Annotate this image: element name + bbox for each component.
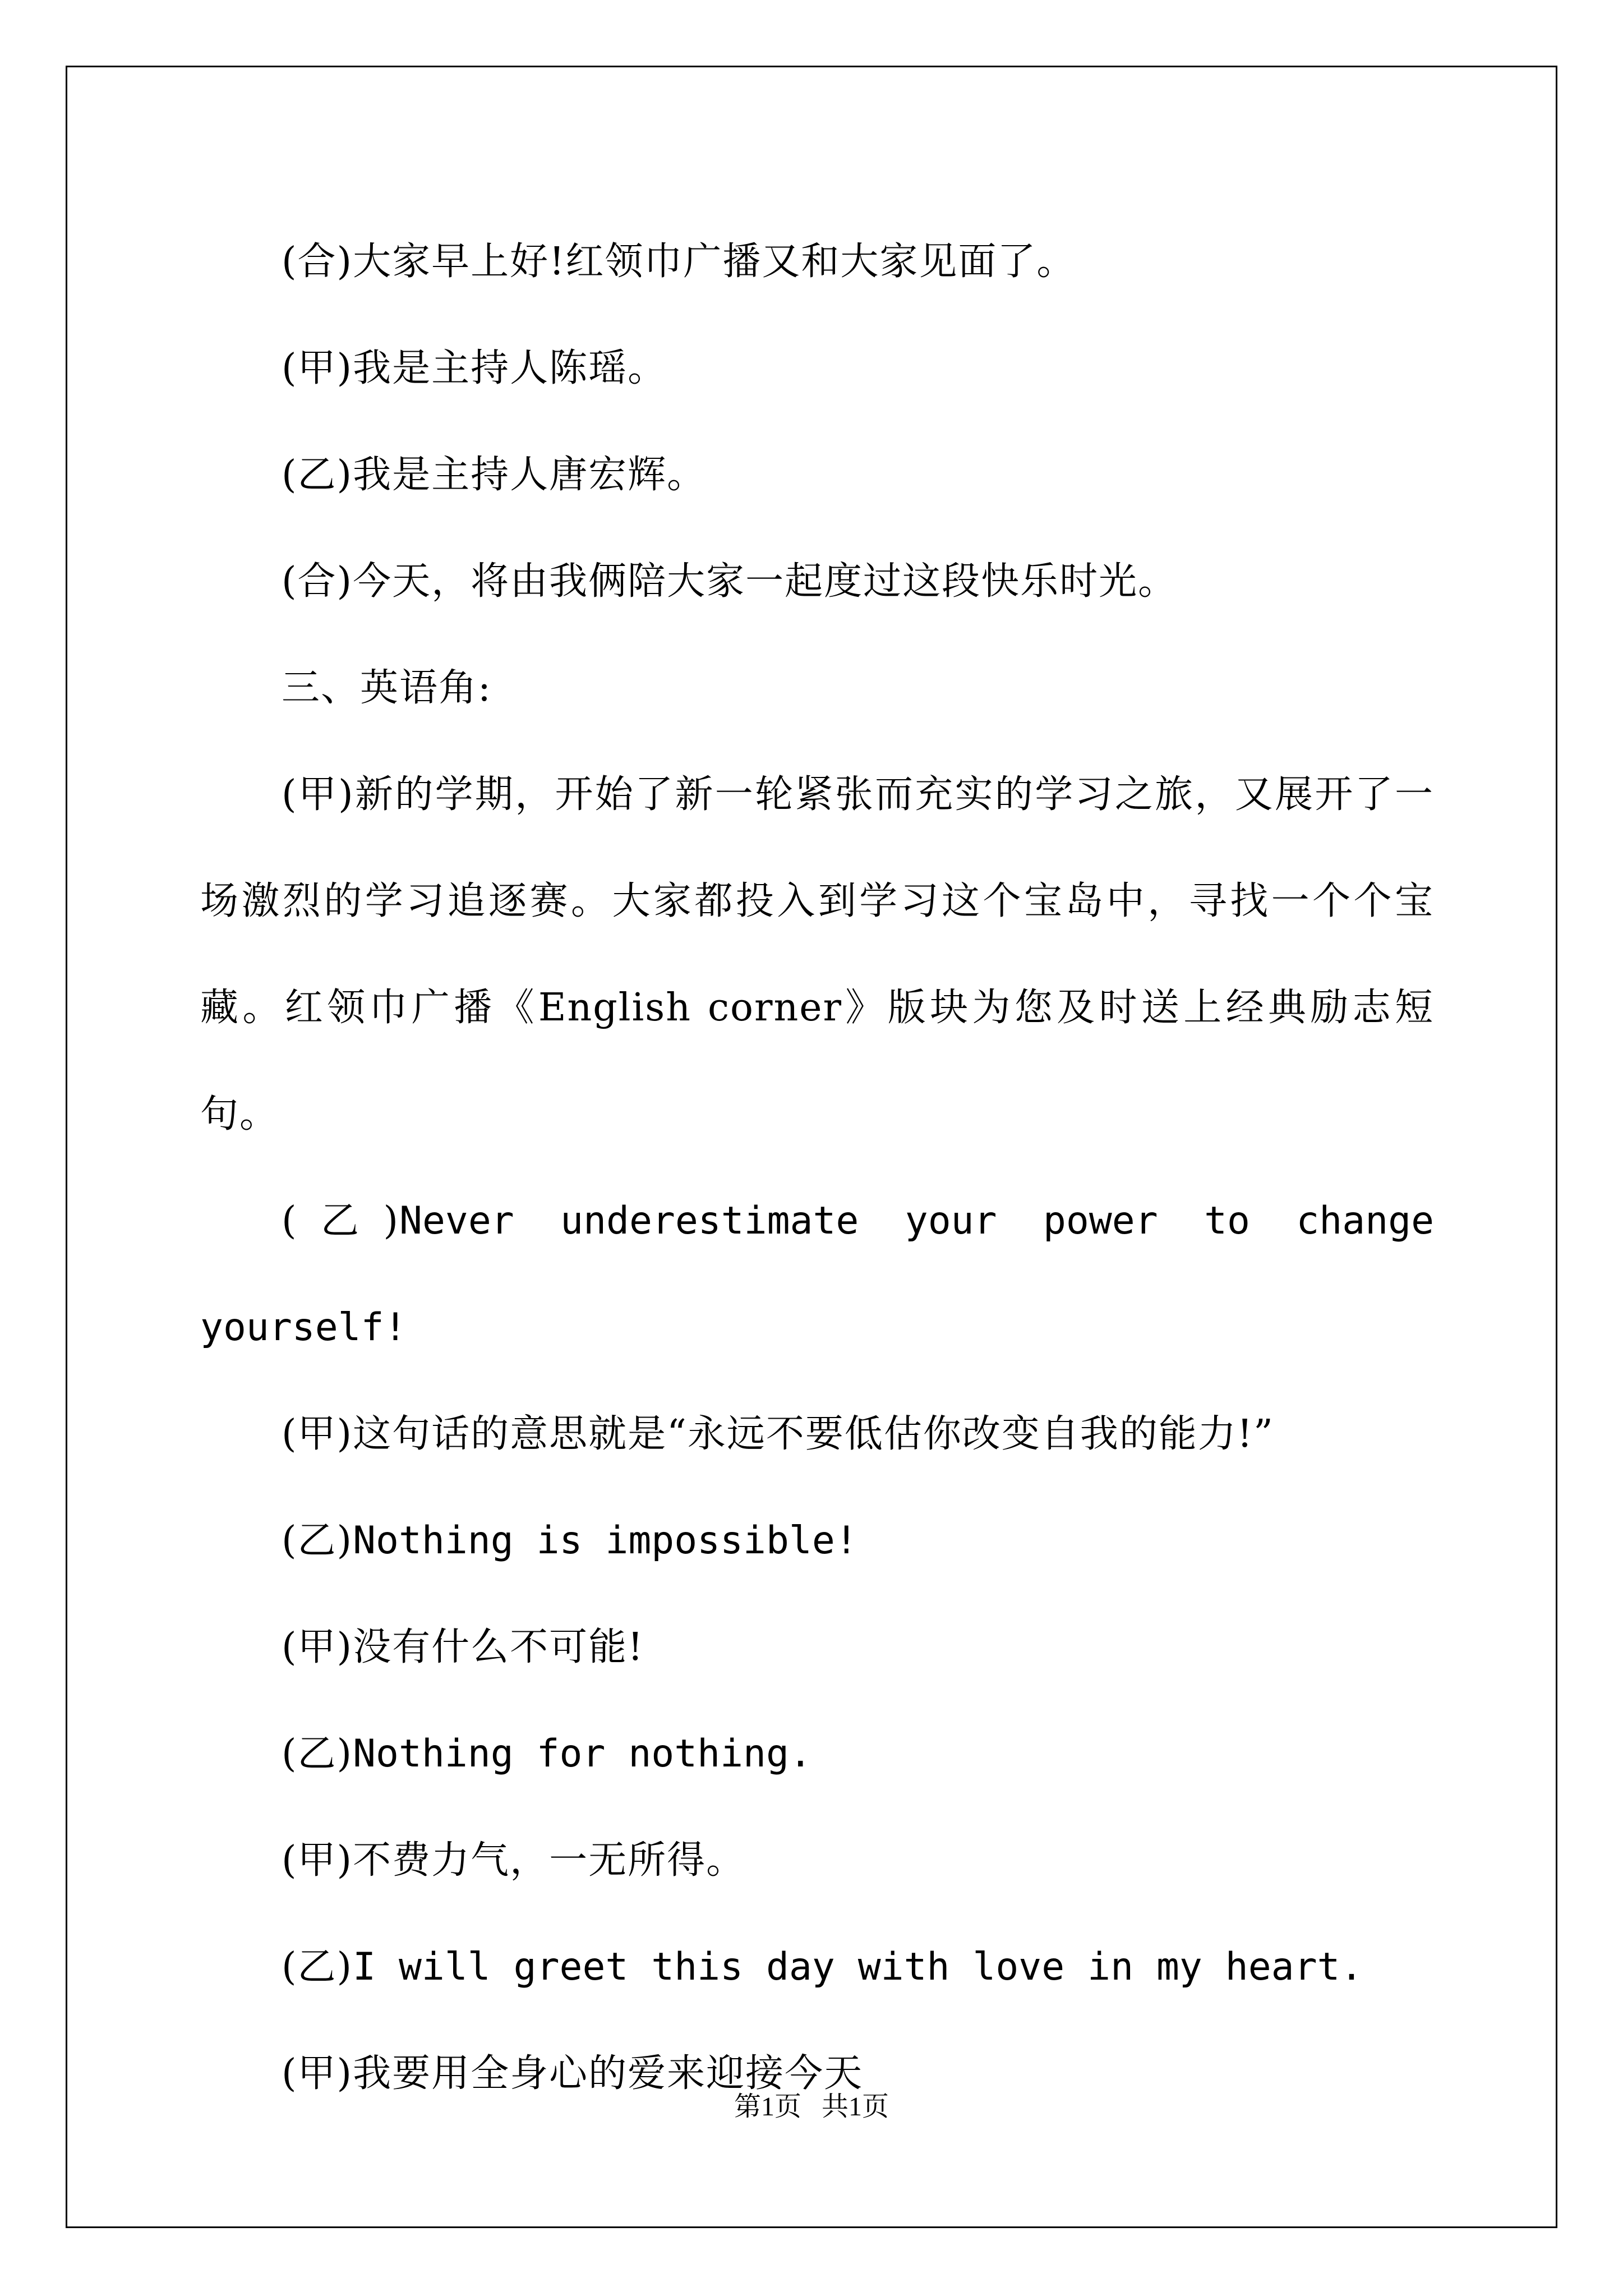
speaker-label: (甲) [282, 1838, 353, 1883]
paragraph [200, 1594, 1434, 1701]
paragraph [200, 315, 1434, 422]
paragraph [200, 1381, 1434, 1488]
speaker-label: (甲) [282, 1625, 353, 1669]
speaker-label: (甲) [282, 772, 354, 817]
paragraph [200, 1168, 1457, 1381]
paragraph [200, 528, 1434, 635]
speaker-label: (乙) [282, 1519, 353, 1563]
heading-text: 三、英语角: [282, 666, 492, 710]
speaker-label: (乙) [282, 453, 353, 497]
speaker-label: (合) [282, 559, 353, 604]
paragraph [200, 209, 1434, 315]
document-body [200, 209, 1457, 2127]
speaker-label: (乙) [282, 1945, 353, 1989]
page-footer [0, 2090, 1623, 2124]
paragraph-text: 大家早上好!红领巾广播又和大家见面了。 [353, 240, 1076, 284]
speaker-label: (乙) [282, 1199, 400, 1243]
speaker-label: (甲) [282, 2051, 353, 2096]
paragraph [200, 1488, 1434, 1594]
english-quote: Nothing for nothing. [353, 1732, 812, 1776]
paragraph-text: 这句话的意思就是“永远不要低估你改变自我的能力!” [353, 1412, 1274, 1456]
paragraph [200, 742, 1434, 1168]
paragraph [200, 1701, 1434, 1807]
paragraph-text: 我是主持人陈瑶。 [353, 346, 667, 390]
paragraph [200, 1914, 1434, 2021]
paragraph-text: 我是主持人唐宏辉。 [353, 453, 707, 497]
paragraph [200, 1807, 1434, 1914]
paragraph-text: 今天，将由我俩陪大家一起度过这段快乐时光。 [353, 559, 1178, 604]
paragraph-text: 我要用全身心的爱来迎接今天 [353, 2051, 864, 2096]
paragraph-text: 没有什么不可能! [353, 1625, 644, 1669]
english-quote: Never underestimate your power to change yourself! [200, 1199, 1457, 1350]
paragraph [200, 422, 1434, 528]
speaker-label: (甲) [282, 1412, 353, 1456]
page-total: 共1页 [822, 2092, 889, 2122]
speaker-label: (合) [282, 240, 353, 284]
page-number: 第1页 [734, 2092, 801, 2122]
paragraph-text: 不费力气，一无所得。 [353, 1838, 746, 1883]
section-heading [200, 635, 1434, 742]
speaker-label: (甲) [282, 346, 353, 390]
paragraph-text: 新的学期，开始了新一轮紧张而充实的学习之旅，又展开了一场激烈的学习追逐赛。大家都投入到学习这个宝岛中，寻找一个个宝藏。红领巾广播《English corner》版块为您及时送上经典励志短句。 [200, 772, 1434, 1137]
english-quote: Nothing is impossible! [353, 1519, 858, 1563]
english-quote: I will greet this day with love in my heart. [353, 1945, 1363, 1989]
speaker-label: (乙) [282, 1732, 353, 1776]
